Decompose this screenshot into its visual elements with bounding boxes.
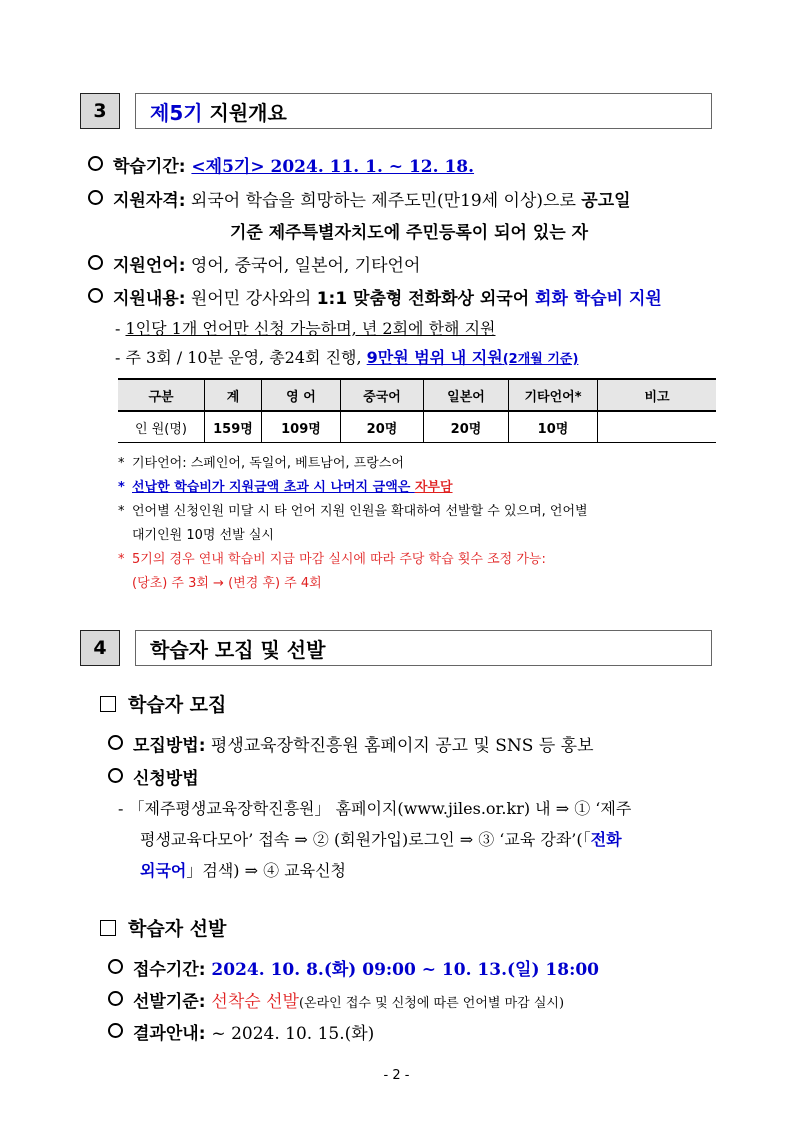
circle-bullet-icon [108,1023,123,1038]
table-header-cell: 구분 [148,389,174,405]
recruit-heading-text: 학습자 모집 [128,694,227,716]
content-highlight: 회화 학습비 지원 [535,289,662,309]
note-2-blue: 선납한 학습비가 지원금액 초과 시 나머지 금액은 [132,480,415,495]
receipt-value: 2024. 10. 8.(화) 09:00 ~ 10. 13.(일) 18:00 [211,960,599,980]
eligibility-bold: 공고일 [581,191,631,211]
circle-bullet-icon [88,190,103,205]
table-header-cell: 계 [205,379,262,411]
table-header-cell: 중국어 [341,379,424,411]
content-bold: 1:1 맞춤형 전화화상 외국어 [316,289,536,309]
table-cell: 10명 [509,411,598,443]
eligibility-label: 지원자격 [113,191,179,211]
content-text: 원어민 강사와의 [185,289,317,309]
section-title-text: 지원개요 [202,100,287,125]
note-2-red: 자부담 [414,480,453,495]
dash-line-2: - 주 3회 / 10분 운영, 총24회 진행, 9만원 범위 내 지원(2개월 기준) [115,348,579,367]
square-bullet-icon [100,696,116,712]
apply-line-2-text: 평생교육다모아’ 접속 ⇒ ② (회원가입)로그인 ⇒ ③ ‘교육 강좌’(「 [140,830,591,849]
table-header-row [118,379,716,411]
square-bullet-icon [100,920,116,936]
apply-line-1: - 「제주평생교육장학진흥원」 홈페이지(www.jiles.or.kr) 내 ⇒ ① ‘제주 [118,799,632,818]
circle-bullet-icon [88,288,103,303]
note-4-line-1: 5기의 경우 연내 학습비 지급 마감 실시에 따라 주당 학습 횟수 조정 가능: [132,552,546,567]
result-value: ~ 2024. 10. 15.(화) [211,1024,375,1044]
recruit-method-line: 모집방법: 평생교육장학진흥원 홈페이지 공고 및 SNS 등 홍보 [108,731,594,756]
language-value: 영어, 중국어, 일본어, 기타언어 [185,256,421,276]
section-number: 3 [80,93,120,129]
dash-1-text: 1인당 1개 언어만 신청 가능하며, 년 2회에 한해 지원 [125,319,496,338]
note-1-text: 기타언어: 스페인어, 독일어, 베트남어, 프랑스어 [132,456,404,471]
period-label: 학습기간 [113,157,179,177]
apply-method-line [108,764,199,789]
table-cell: 109명 [262,411,341,443]
content-line: 지원내용: 원어민 강사와의 1:1 맞춤형 전화화상 외국어 회화 학습비 지원 [88,284,662,309]
note-3-line-1: 언어별 신청인원 미달 시 타 언어 지원 인원을 확대하여 선발할 수 있으며, 언어별 [132,504,588,519]
table-header-cell: 비고 [598,379,717,411]
eligibility-line-2: 기준 제주특별자치도에 주민등록이 되어 있는 자 [230,223,589,243]
table-cell: 20명 [341,411,424,443]
circle-bullet-icon [88,156,103,171]
eligibility-text: 외국어 학습을 희망하는 제주도민(만19세 이상)으로 [185,191,582,211]
table-cell: 159명 [205,411,262,443]
result-label: 결과안내 [133,1024,199,1044]
language-quota-table [118,378,716,443]
criteria-label: 선발기준 [133,992,199,1012]
criteria-red: 선착순 선발 [211,992,299,1012]
dash-line-1: - 1인당 1개 언어만 신청 가능하며, 년 2회에 한해 지원 [115,319,496,338]
apply-line-1-text: 「제주평생교육장학진흥원」 홈페이지(www.jiles.or.kr) 내 ⇒ ① ‘제주 [128,799,632,818]
table-header-cell: 일본어 [424,379,509,411]
recruit-method-value: 평생교육장학진흥원 홈페이지 공고 및 SNS 등 홍보 [205,736,594,756]
note-4: * 5기의 경우 연내 학습비 지급 마감 실시에 따라 주당 학습 횟수 조정 가능: [118,552,546,567]
content-label: 지원내용 [113,289,179,309]
note-4-line-2: (당초) 주 3회 → (변경 후) 주 4회 [132,576,322,591]
criteria-small: (온라인 접수 및 신청에 따른 언어별 마감 실시) [298,996,565,1011]
receipt-line: 접수기간: 2024. 10. 8.(화) 09:00 ~ 10. 13.(일) 18:00 [108,955,599,980]
apply-line-3-bold: 외국어 [140,861,187,880]
apply-line-3-text: 」검색) ⇒ ④ 교육신청 [186,861,347,880]
select-heading [100,914,226,941]
criteria-line: 선발기준: 선착순 선발(온라인 접수 및 신청에 따른 언어별 마감 실시) [108,987,564,1012]
dash-2-highlight: 9만원 범위 내 지원 [366,348,503,367]
section-title: 학습자 모집 및 선발 [135,630,712,666]
recruit-heading [100,690,226,717]
language-label: 지원언어 [113,256,179,276]
select-heading-text: 학습자 선발 [128,918,227,940]
table-cell: 인 원(명) [135,421,187,437]
circle-bullet-icon [108,959,123,974]
note-1: * 기타언어: 스페인어, 독일어, 베트남어, 프랑스어 [118,456,404,471]
eligibility-line: 지원자격: 외국어 학습을 희망하는 제주도민(만19세 이상)으로 공고일 [88,186,631,211]
dash-2-text: 주 3회 / 10분 운영, 총24회 진행, [125,348,367,367]
circle-bullet-icon [108,991,123,1006]
table-header-cell: 영 어 [262,379,341,411]
apply-method-label: 신청방법 [133,769,199,789]
circle-bullet-icon [108,768,123,783]
circle-bullet-icon [108,735,123,750]
section-4-header [80,630,712,666]
period-value: <제5기> 2024. 11. 1. ~ 12. 18. [191,157,475,177]
apply-line-2-bold: 전화 [590,830,622,849]
table-row [118,411,716,443]
page-number: - 2 - [383,1068,410,1083]
apply-line-3 [140,858,346,881]
note-2: * 선납한 학습비가 지원금액 초과 시 나머지 금액은 자부담 [118,480,453,495]
section-3-header [80,93,712,129]
period-line: 학습기간: <제5기> 2024. 11. 1. ~ 12. 18. [88,152,474,177]
table-cell [598,411,717,443]
section-title-highlight: 제5기 [150,100,203,125]
circle-bullet-icon [88,255,103,270]
apply-line-2 [140,827,622,850]
table-cell: 20명 [424,411,509,443]
language-line: 지원언어: 영어, 중국어, 일본어, 기타언어 [88,251,420,276]
result-line: 결과안내: ~ 2024. 10. 15.(화) [108,1019,374,1044]
note-3: * 언어별 신청인원 미달 시 타 언어 지원 인원을 확대하여 선발할 수 있으며, 언어별 [118,504,588,519]
section-title [135,93,712,129]
table-header-cell: 기타언어* [509,379,598,411]
receipt-label: 접수기간 [133,960,199,980]
dash-2-small: (2개월 기준) [502,352,579,367]
recruit-method-label: 모집방법 [133,736,199,756]
section-number: 4 [80,630,120,666]
note-3-line-2: 대기인원 10명 선발 실시 [132,528,274,543]
